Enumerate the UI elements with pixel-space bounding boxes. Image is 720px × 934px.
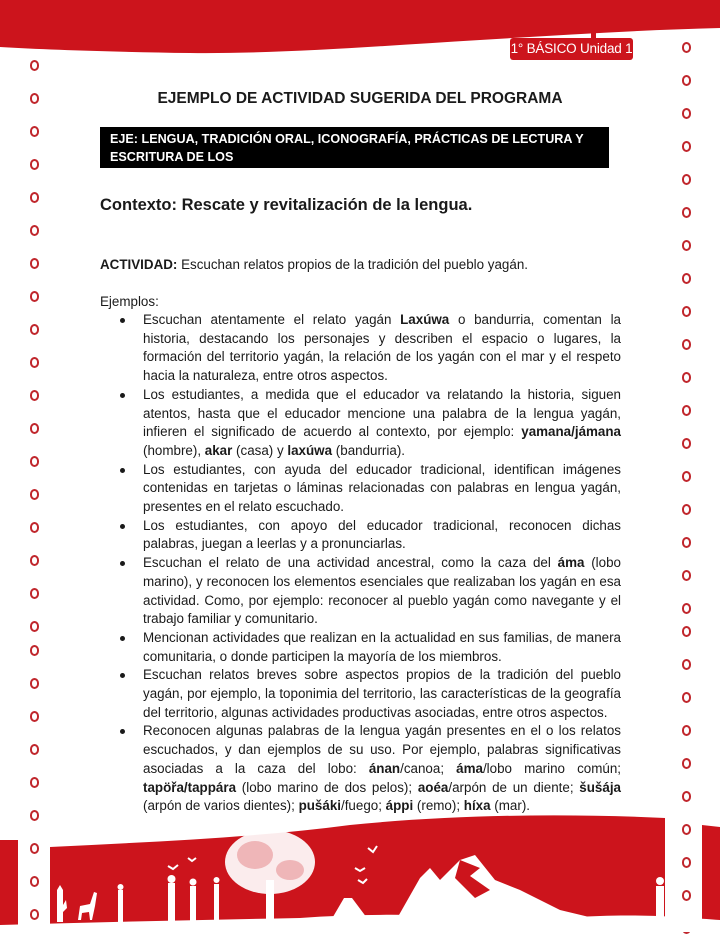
yagan-term: tapöřa/tappára xyxy=(143,779,237,795)
example-text: Reconocen algunas palabras de la lengua yagán presentes en el o los relatos escuchados, y dan ejemplos de su uso. Por ejemplo, palabras significativas asociadas a la caza del lobo: xyxy=(143,723,621,776)
yagan-term: Laxúwa xyxy=(400,312,450,327)
yagan-term: laxúwa xyxy=(287,442,333,458)
example-text: Escuchan el relato de una actividad ancestral, como la caza del xyxy=(143,555,558,571)
diamond-ornament-icon xyxy=(30,225,39,236)
diamond-ornament-icon xyxy=(682,626,691,637)
diamond-ornament-icon xyxy=(30,324,39,335)
example-text: (remo); xyxy=(413,798,464,814)
yagan-term: šušája xyxy=(579,779,621,795)
diamond-ornament-icon xyxy=(682,75,691,86)
yagan-term: pušáki xyxy=(298,798,341,814)
diamond-ornament-icon xyxy=(30,678,39,689)
example-text: (lobo marino de dos pelos); xyxy=(236,779,418,795)
example-text: (hombre), xyxy=(143,442,205,458)
activity-text: Escuchan relatos propios de la tradición del pueblo yagán. xyxy=(177,257,528,272)
yagan-term: ánan xyxy=(368,760,401,776)
example-item xyxy=(100,311,621,386)
eje-box xyxy=(100,127,609,182)
bullet-icon xyxy=(120,468,125,473)
diamond-ornament-icon xyxy=(30,60,39,71)
example-text: (arpón de varios dientes); xyxy=(143,798,299,814)
context-heading: Contexto: Rescate y revitalización de la lengua. xyxy=(100,196,473,214)
diamond-ornament-icon xyxy=(682,725,691,736)
example-item xyxy=(100,554,621,629)
bullet-icon xyxy=(120,673,125,678)
yagan-term: aoéa xyxy=(417,779,449,795)
diamond-ornament-icon xyxy=(682,108,691,119)
diamond-ornament-icon xyxy=(682,207,691,218)
grade-unit-badge: 1° BÁSICO Unidad 1 xyxy=(510,38,633,60)
diamond-ornament-icon xyxy=(682,758,691,769)
diamond-ornament-icon xyxy=(30,744,39,755)
example-text: /fuego; xyxy=(340,798,386,814)
diamond-ornament-icon xyxy=(682,240,691,251)
example-item xyxy=(100,666,621,722)
footer-landscape-illustration xyxy=(0,780,720,932)
yagan-term: áma xyxy=(456,760,483,776)
diamond-ornament-icon xyxy=(30,192,39,203)
diamond-ornament-icon xyxy=(30,456,39,467)
eje-line-1: EJE: LENGUA, TRADICIÓN ORAL, ICONOGRAFÍA, PRÁCTICAS DE LECTURA Y ESCRITURA DE LOS xyxy=(110,132,584,164)
example-text: Mencionan actividades que realizan en la actualidad en sus familias, de manera comunitaria, o donde participen la mayoría de los miembros. xyxy=(143,629,621,664)
diamond-ornament-icon xyxy=(682,339,691,350)
diamond-ornament-icon xyxy=(682,42,691,53)
yagan-term: híxa xyxy=(463,798,491,814)
diamond-ornament-icon xyxy=(30,588,39,599)
yagan-term: áppi xyxy=(385,798,414,814)
diamond-ornament-icon xyxy=(30,621,39,632)
bullet-icon xyxy=(120,561,125,566)
example-text: Los estudiantes, con apoyo del educador tradicional, reconocen dichas palabras, juegan a leerlas y a pronunciarlas. xyxy=(143,517,621,552)
diamond-ornament-icon xyxy=(30,291,39,302)
diamond-ornament-icon xyxy=(682,504,691,515)
diamond-ornament-icon xyxy=(30,159,39,170)
examples-list xyxy=(100,311,621,816)
example-text: Los estudiantes, a medida que el educador va relatando la historia, siguen atentos, hasta que el educador mencione una palabra de la lengua yagán, infieren el significado de acuerdo al contexto, por ejemplo: xyxy=(143,386,621,440)
diamond-ornament-icon xyxy=(682,570,691,581)
diamond-ornament-icon xyxy=(30,489,39,500)
diamond-ornament-icon xyxy=(30,522,39,533)
diamond-ornament-icon xyxy=(682,659,691,670)
diamond-ornament-icon xyxy=(30,258,39,269)
diamond-ornament-icon xyxy=(30,390,39,401)
diamond-ornament-icon xyxy=(30,645,39,656)
diamond-ornament-icon xyxy=(30,711,39,722)
diamond-ornament-icon xyxy=(682,537,691,548)
example-text: o bandurria, comentan la historia, destacando los personajes y describen el espacio o lugares, la formación del territorio yagán, la relación de los yagán con el mar y el respeto hacia la naturaleza, entre otros aspectos. xyxy=(143,312,621,384)
example-text: (bandurria). xyxy=(332,442,405,458)
diamond-ornament-icon xyxy=(30,357,39,368)
example-item xyxy=(100,629,621,666)
diamond-ornament-icon xyxy=(682,471,691,482)
example-text: (casa) y xyxy=(232,442,288,458)
example-item xyxy=(100,386,621,461)
diamond-ornament-icon xyxy=(30,423,39,434)
yagan-term: yamana/jámana xyxy=(521,424,621,440)
example-text: (lobo marino), y reconocen los elementos esenciales que realizaban los yagán en esa actividad. Como, por ejemplo: reconocer al pueblo yagán como navegante y el trabajo familiar y comunitario. xyxy=(143,555,621,627)
activity-label: ACTIVIDAD: xyxy=(100,257,178,272)
page-title: EJEMPLO DE ACTIVIDAD SUGERIDA DEL PROGRAMA xyxy=(157,90,563,107)
example-text: Escuchan relatos breves sobre aspectos propios de la tradición del pueblo yagán, por ejemplo, la toponimia del territorio, las características de la geografía del territorio, algunas actividades productivas asociadas, entre otros aspectos. xyxy=(143,667,621,720)
diamond-ornament-icon xyxy=(682,174,691,185)
diamond-ornament-icon xyxy=(682,603,691,614)
example-text: /canoa; xyxy=(400,760,457,776)
eje-line-2: PUEBLOS ORIGINARIOS. xyxy=(110,168,263,182)
diamond-ornament-icon xyxy=(682,273,691,284)
activity-line xyxy=(100,256,528,275)
example-text: Escuchan atentamente el relato yagán xyxy=(143,312,401,327)
bullet-icon xyxy=(120,393,125,398)
example-item xyxy=(100,517,621,554)
diamond-ornament-icon xyxy=(682,306,691,317)
example-text: (mar). xyxy=(490,798,530,814)
bullet-icon xyxy=(120,729,125,734)
bullet-icon xyxy=(120,318,125,323)
diamond-ornament-icon xyxy=(682,438,691,449)
examples-label: Ejemplos: xyxy=(100,294,159,309)
diamond-ornament-icon xyxy=(682,405,691,416)
bullet-icon xyxy=(120,636,125,641)
example-text: /arpón de un diente; xyxy=(448,779,580,795)
diamond-ornament-icon xyxy=(30,555,39,566)
yagan-term: akar xyxy=(204,442,233,458)
diamond-ornament-icon xyxy=(30,126,39,137)
example-item xyxy=(100,461,621,517)
diamond-ornament-icon xyxy=(682,692,691,703)
bullet-icon xyxy=(120,524,125,529)
example-text: Los estudiantes, con ayuda del educador tradicional, identifican imágenes contenidas en tarjetas o láminas relacionadas con palabras en lengua yagán, presentes en el relato escuchado. xyxy=(143,461,621,515)
diamond-ornament-icon xyxy=(682,372,691,383)
example-text: /lobo marino común; xyxy=(482,760,621,776)
yagan-term: áma xyxy=(557,555,585,571)
diamond-ornament-icon xyxy=(682,141,691,152)
